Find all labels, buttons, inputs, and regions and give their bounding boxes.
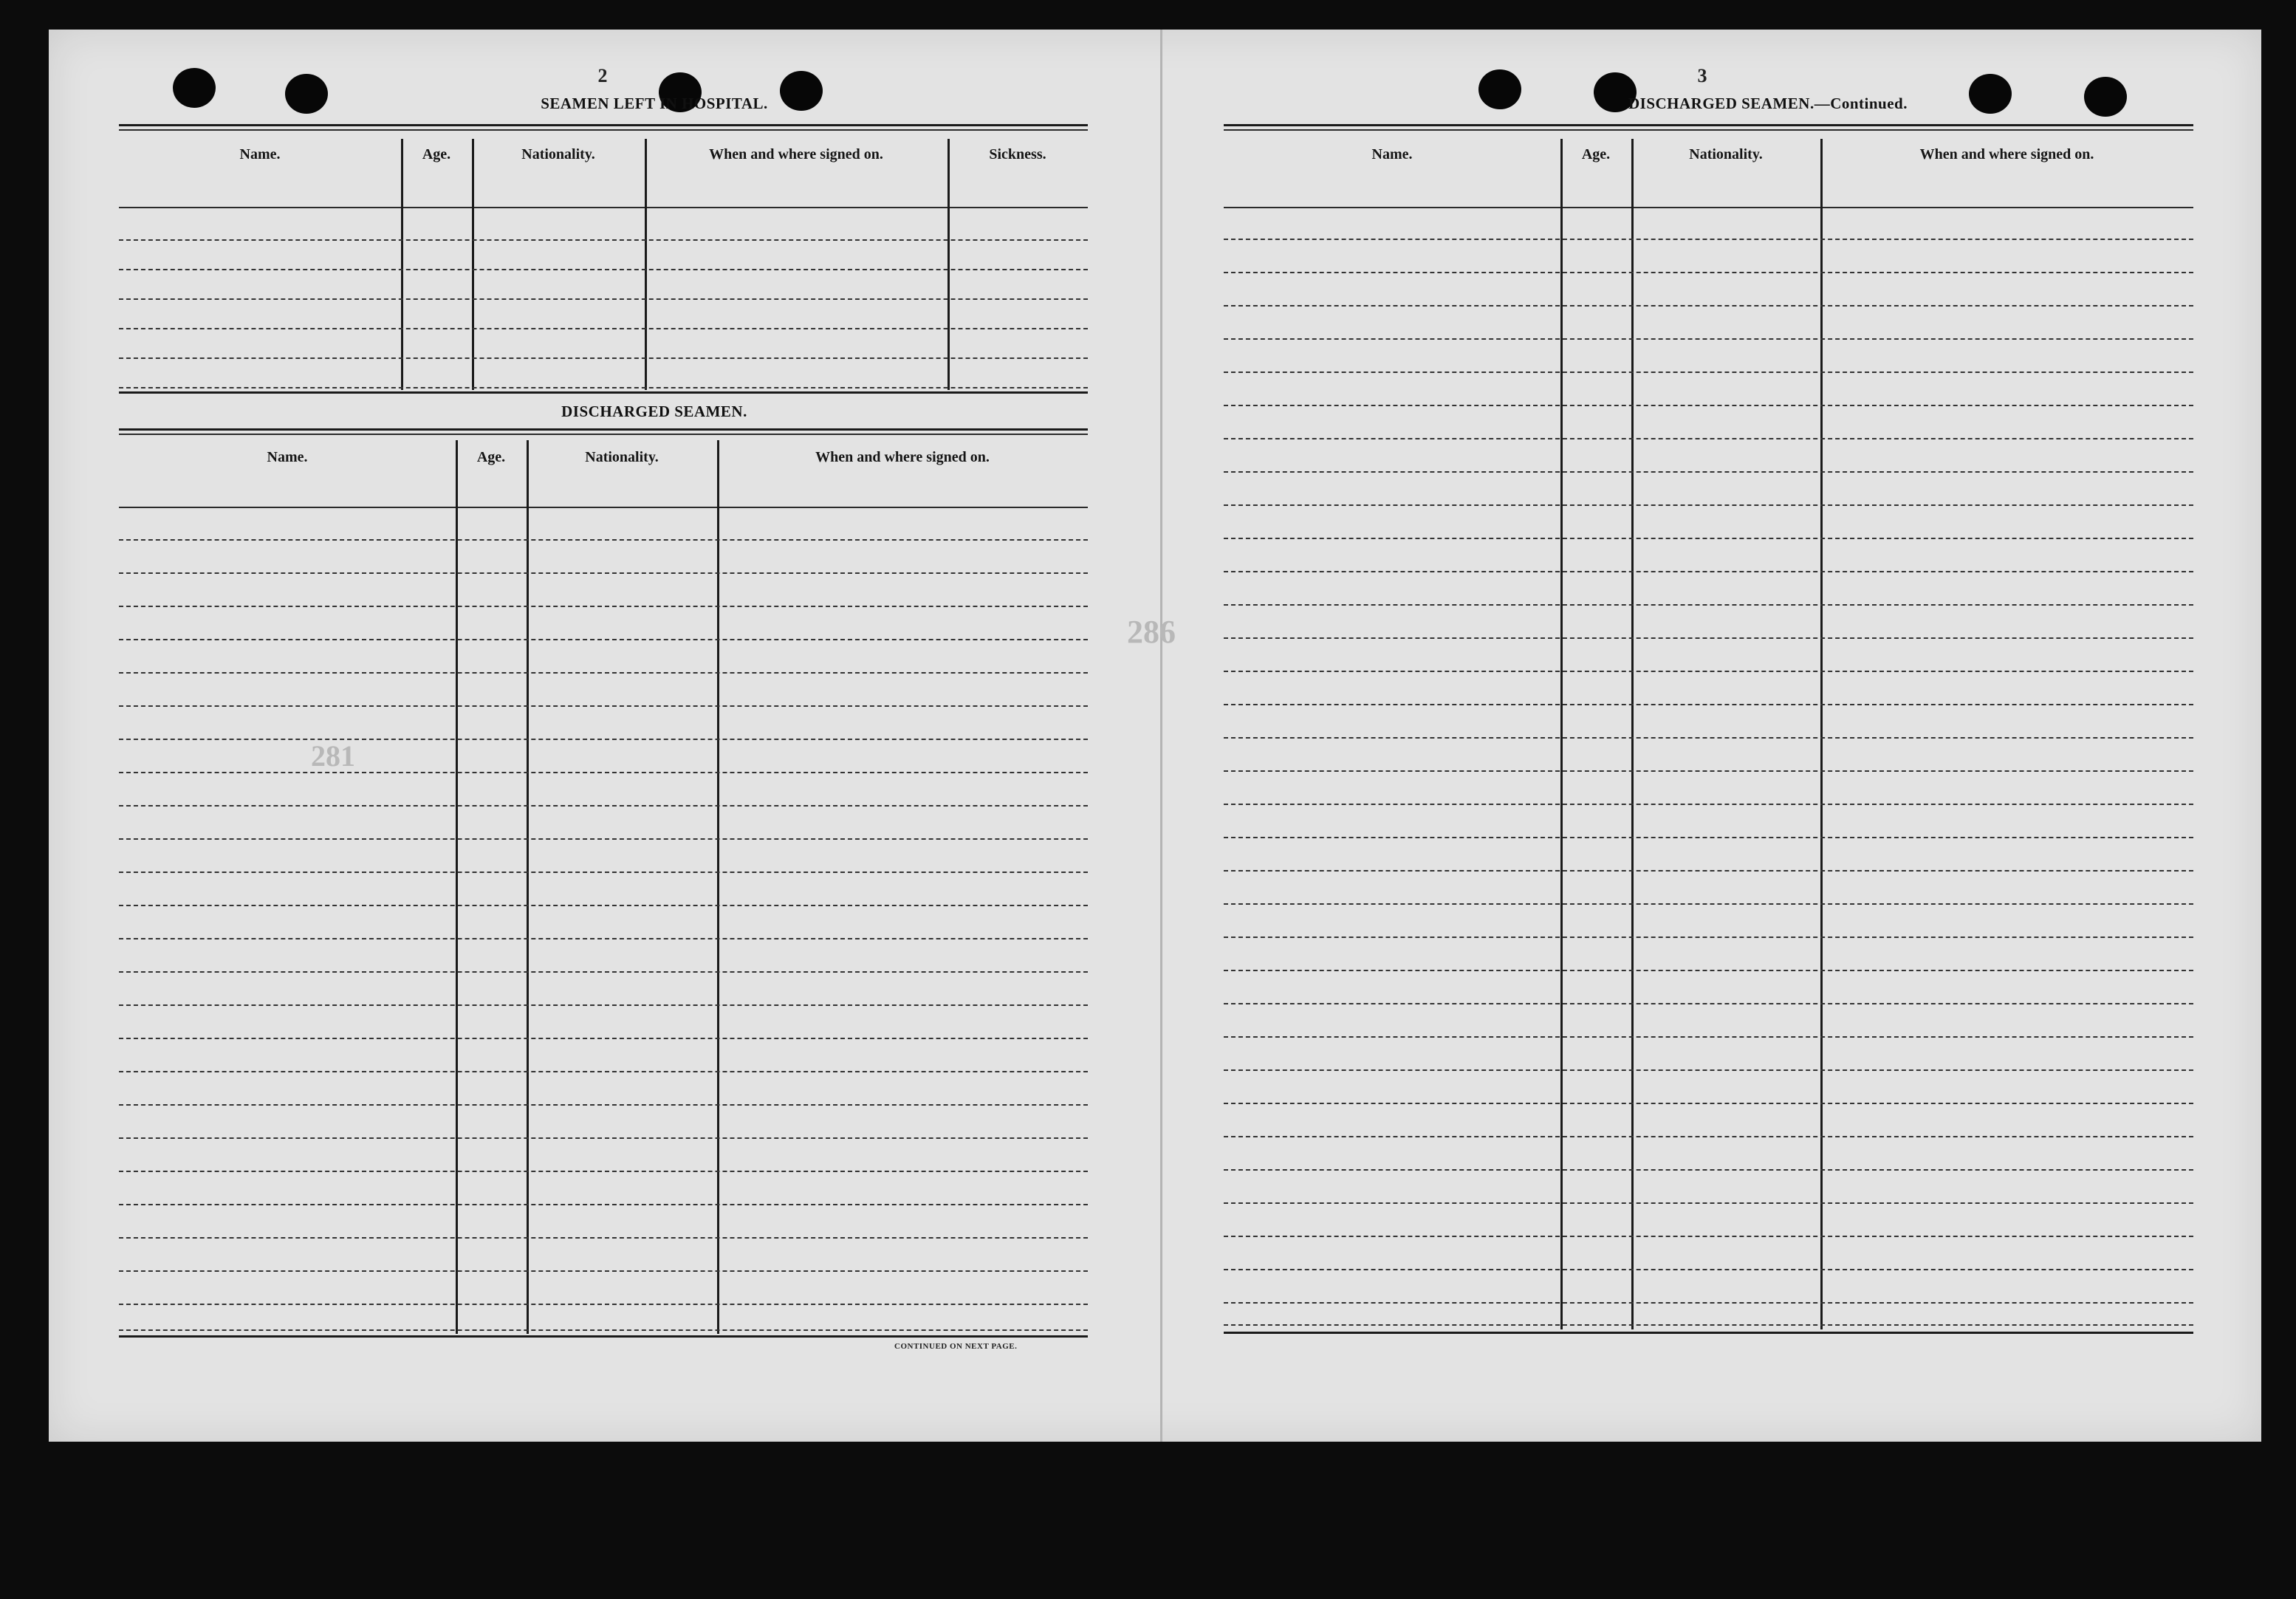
table-top-rule [119,124,1088,126]
table-row [119,905,1088,906]
manifest-sheet [49,30,2261,1442]
table-row [119,805,1088,807]
column-divider [1631,139,1634,1329]
table-row [1224,1136,2193,1137]
table-top-rule [1224,124,2193,126]
page-number: 2 [597,65,608,86]
table-row [1224,937,2193,938]
table-row [1224,305,2193,307]
column-header-nationality: Nationality. [521,146,595,162]
table-row [119,938,1088,939]
table-row [1224,671,2193,672]
table-row [1224,1069,2193,1071]
table-row [1224,1003,2193,1004]
table-row [1224,704,2193,705]
bleed-through-mark: 281 [311,739,355,773]
column-header-when-where: When and where signed on. [709,146,883,162]
column-header-age: Age. [476,449,506,465]
column-header-when-where: When and where signed on. [815,449,990,465]
table-row [1224,903,2193,905]
table-row [119,1204,1088,1205]
table-row [119,328,1088,329]
table-row [119,705,1088,707]
table-row [1224,604,2193,606]
column-divider [527,440,529,1334]
page-number: 3 [1697,65,1707,86]
table-row [1224,770,2193,772]
table-row [119,1304,1088,1305]
table-row [1224,1236,2193,1237]
table-top-rule [119,428,1088,431]
table-row [119,357,1088,359]
table-row [119,971,1088,973]
table-row [1224,471,2193,473]
hospital-table [119,124,1088,420]
table-row [119,1004,1088,1006]
table-row [119,838,1088,840]
table-row [1224,637,2193,639]
table-row [1224,970,2193,971]
column-divider [645,139,647,390]
column-divider [947,139,950,390]
table-row [1224,837,2193,838]
bleed-through-mark: 286 [1127,614,1176,650]
table-row [119,1137,1088,1139]
table-row [1224,1103,2193,1104]
table-top-rule [1224,129,2193,131]
table-row [119,872,1088,873]
column-header-nationality: Nationality. [585,449,659,465]
table-row [119,1329,1088,1331]
table-row [119,572,1088,574]
column-header-age: Age. [1581,146,1611,162]
table-row [119,1270,1088,1272]
column-header-name: Name. [239,146,281,162]
column-divider [1820,139,1823,1329]
table-row [1224,1202,2193,1204]
table-row [1224,504,2193,506]
table-row [119,606,1088,607]
table-row [1224,272,2193,273]
table-row [1224,438,2193,439]
table-bottom-rule [119,1335,1088,1338]
table-row [1224,1169,2193,1171]
table-row [119,269,1088,270]
column-divider [472,139,474,390]
table-row [1224,804,2193,805]
right-page [1162,30,2261,1442]
table-row [119,1171,1088,1172]
discharged-continued-table [1224,124,2193,1365]
hospital-section-title: SEAMEN LEFT IN HOSPITAL. [541,95,768,112]
column-divider [456,440,458,1334]
table-row [119,1038,1088,1039]
table-row [1224,338,2193,340]
table-row [1224,737,2193,739]
table-row [119,239,1088,241]
table-row [119,639,1088,640]
column-divider [717,440,719,1334]
table-bottom-rule [1224,1332,2193,1334]
header-underline [119,207,1088,208]
table-row [1224,405,2193,406]
table-row [1224,371,2193,373]
discharged-section-title: DISCHARGED SEAMEN. [561,403,747,420]
column-divider [401,139,403,390]
discharged-table [119,428,1088,1359]
table-top-rule [119,129,1088,131]
table-row [119,1237,1088,1239]
column-divider [1560,139,1563,1329]
continued-note: CONTINUED ON NEXT PAGE. [894,1342,1018,1351]
table-row [1224,239,2193,240]
discharged-continued-title: DISCHARGED SEAMEN.—Continued. [1628,95,1908,112]
left-page [49,30,1160,1442]
table-row [1224,1302,2193,1304]
column-header-when-where: When and where signed on. [1919,146,2094,162]
table-bottom-rule [119,391,1088,394]
table-row [1224,1324,2193,1326]
column-header-name: Name. [1371,146,1413,162]
column-header-sickness: Sickness. [989,146,1046,162]
table-row [1224,571,2193,572]
table-row [119,739,1088,740]
table-row [1224,538,2193,539]
table-row [119,1071,1088,1072]
table-row [119,672,1088,674]
table-row [119,387,1088,388]
column-header-name: Name. [267,449,308,465]
table-row [1224,1036,2193,1038]
table-row [119,1104,1088,1106]
table-row [1224,1269,2193,1270]
table-row [119,772,1088,773]
table-row [119,298,1088,300]
header-underline [119,507,1088,508]
table-row [119,539,1088,541]
column-header-age: Age. [422,146,451,162]
header-underline [1224,207,2193,208]
table-top-rule [119,434,1088,435]
column-header-nationality: Nationality. [1689,146,1763,162]
table-row [1224,870,2193,872]
